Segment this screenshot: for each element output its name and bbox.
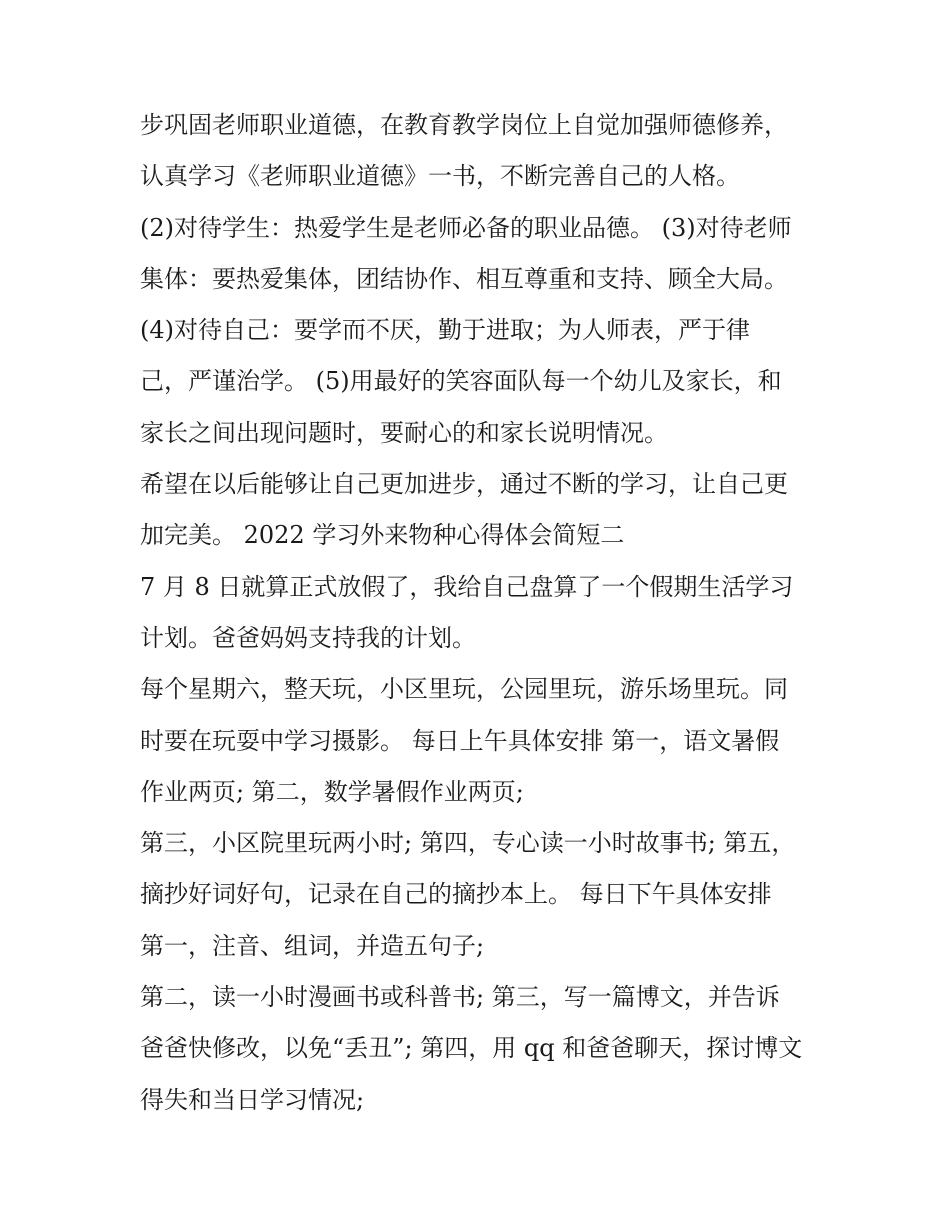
text-line: 希望在以后能够让自己更加进步，通过不断的学习，让自己更 (140, 470, 788, 499)
text-line: 第一，注音、组词，并造五句子; (140, 931, 485, 960)
body-text (140, 100, 840, 1126)
text-line: 作业两页; 第二，数学暑假作业两页; (140, 777, 524, 806)
text-line: 爸爸快修改，以免“丢丑”; 第四，用 qq 和爸爸聊天，探讨博文 (140, 1034, 803, 1063)
text-line: 第三，小区院里玩两小时; 第四，专心读一小时故事书; 第五， (140, 829, 796, 858)
text-line: (4)对待自己：要学而不厌，勤于进取；为人师表，严于律 (140, 316, 750, 345)
text-line: 第二，读一小时漫画书或科普书; 第三，写一篇博文，并告诉 (140, 983, 780, 1012)
text-line: 时要在玩耍中学习摄影。 每日上午具体安排 第一，语文暑假 (140, 726, 780, 755)
text-line: 每个星期六，整天玩，小区里玩，公园里玩，游乐场里玩。同 (140, 675, 788, 704)
text-line: 7 月 8 日就算正式放假了，我给自己盘算了一个假期生活学习 (140, 572, 794, 601)
text-line: 己，严谨治学。 (5)用最好的笑容面队每一个幼儿及家长，和 (140, 367, 782, 396)
text-line: (2)对待学生：热爱学生是老师必备的职业品德。 (3)对待老师 (140, 213, 792, 242)
text-line: 得失和当日学习情况; (140, 1085, 365, 1114)
text-line: 集体：要热爱集体，团结协作、相互尊重和支持、顾全大局。 (140, 264, 788, 293)
text-line: 摘抄好词好句，记录在自己的摘抄本上。 每日下午具体安排 (140, 880, 772, 909)
text-line: 步巩固老师职业道德，在教育教学岗位上自觉加强师德修养， (140, 111, 788, 139)
text-line: 认真学习《老师职业道德》一书，不断完善自己的人格。 (140, 162, 740, 191)
text-line: 加完美。 2022 学习外来物种心得体会简短二 (140, 521, 625, 550)
text-line: 家长之间出现问题时，要耐心的和家长说明情况。 (140, 418, 668, 447)
text-line: 计划。爸爸妈妈支持我的计划。 (140, 623, 476, 652)
